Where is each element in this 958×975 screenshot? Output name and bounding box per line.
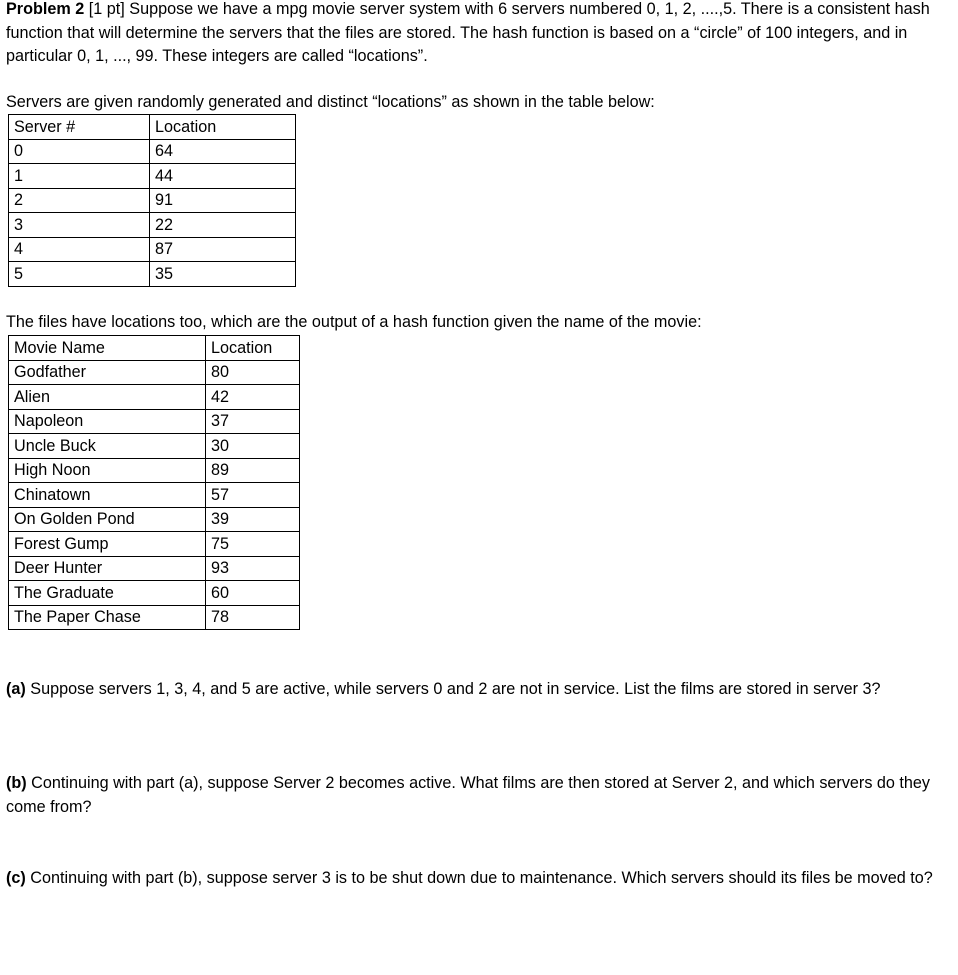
movie-location-cell: 57 (206, 483, 300, 508)
question-a-label: (a) (6, 680, 26, 698)
movie-name-cell: Godfather (9, 360, 206, 385)
table-row (9, 581, 300, 606)
table-row (9, 139, 296, 164)
server-number-cell: 2 (9, 188, 150, 213)
movie-location-cell: 42 (206, 385, 300, 410)
server-location-cell: 87 (150, 237, 296, 262)
table-row (9, 434, 300, 459)
table-row (9, 556, 300, 581)
movie-name-cell: On Golden Pond (9, 507, 206, 532)
server-location-cell: 35 (150, 262, 296, 287)
server-number-cell: 5 (9, 262, 150, 287)
header-server-number: Server # (9, 115, 150, 140)
table-row (9, 262, 296, 287)
movie-name-cell: Napoleon (9, 409, 206, 434)
problem-title: Problem 2 (6, 0, 85, 18)
header-location: Location (150, 115, 296, 140)
movie-location-cell: 60 (206, 581, 300, 606)
header-location: Location (206, 336, 300, 361)
movie-location-cell: 30 (206, 434, 300, 459)
question-c-text: Continuing with part (b), suppose server 3 is to be shut down due to maintenance. Which servers should its files be moved to? (30, 869, 933, 887)
problem-points: [1 pt] (88, 0, 125, 18)
server-location-cell: 91 (150, 188, 296, 213)
servers-table (8, 114, 296, 287)
problem-intro (6, 0, 951, 69)
question-a (6, 678, 951, 702)
table-row (9, 237, 296, 262)
movie-location-cell: 93 (206, 556, 300, 581)
files-table (8, 335, 300, 630)
table-row (9, 164, 296, 189)
files-lead-text: The files have locations too, which are the output of a hash function given the name of the movie: (6, 313, 702, 331)
movie-name-cell: Forest Gump (9, 532, 206, 557)
problem-intro-text: Suppose we have a mpg movie server system with 6 servers numbered 0, 1, 2, ....,5. There is a consistent hash function that will determine the servers that the files are stored. The hash function is based on a “circle” of 100 integers, and in particular 0, 1, ..., 99. These integers are called “locations”. (6, 0, 930, 66)
server-number-cell: 3 (9, 213, 150, 238)
table-row (9, 213, 296, 238)
header-movie-name: Movie Name (9, 336, 206, 361)
table-row (9, 360, 300, 385)
movie-name-cell: Chinatown (9, 483, 206, 508)
movie-name-cell: High Noon (9, 458, 206, 483)
table-row (9, 605, 300, 630)
table-row (9, 532, 300, 557)
server-location-cell: 64 (150, 139, 296, 164)
question-c-label: (c) (6, 869, 26, 887)
movie-location-cell: 78 (206, 605, 300, 630)
table-row (9, 188, 296, 213)
table-row (9, 409, 300, 434)
movie-name-cell: Alien (9, 385, 206, 410)
table-row (9, 507, 300, 532)
table-row (9, 483, 300, 508)
movie-location-cell: 39 (206, 507, 300, 532)
server-number-cell: 4 (9, 237, 150, 262)
movie-location-cell: 89 (206, 458, 300, 483)
movie-name-cell: The Paper Chase (9, 605, 206, 630)
server-location-cell: 22 (150, 213, 296, 238)
movie-location-cell: 75 (206, 532, 300, 557)
movie-name-cell: Uncle Buck (9, 434, 206, 459)
table-header-row (9, 336, 300, 361)
server-number-cell: 1 (9, 164, 150, 189)
table-row (9, 458, 300, 483)
servers-lead-text: Servers are given randomly generated and distinct “locations” as shown in the table below: (6, 93, 655, 111)
server-location-cell: 44 (150, 164, 296, 189)
movie-location-cell: 80 (206, 360, 300, 385)
table-header-row (9, 115, 296, 140)
question-b-label: (b) (6, 774, 27, 792)
server-number-cell: 0 (9, 139, 150, 164)
table-row (9, 385, 300, 410)
question-c (6, 867, 951, 891)
movie-name-cell: Deer Hunter (9, 556, 206, 581)
movie-name-cell: The Graduate (9, 581, 206, 606)
question-a-text: Suppose servers 1, 3, 4, and 5 are active, while servers 0 and 2 are not in service. List the films are stored in server 3? (30, 680, 881, 698)
movie-location-cell: 37 (206, 409, 300, 434)
question-b-text: Continuing with part (a), suppose Server 2 becomes active. What films are then stored at Server 2, and which servers do they come from? (6, 774, 931, 816)
question-b (6, 772, 951, 819)
